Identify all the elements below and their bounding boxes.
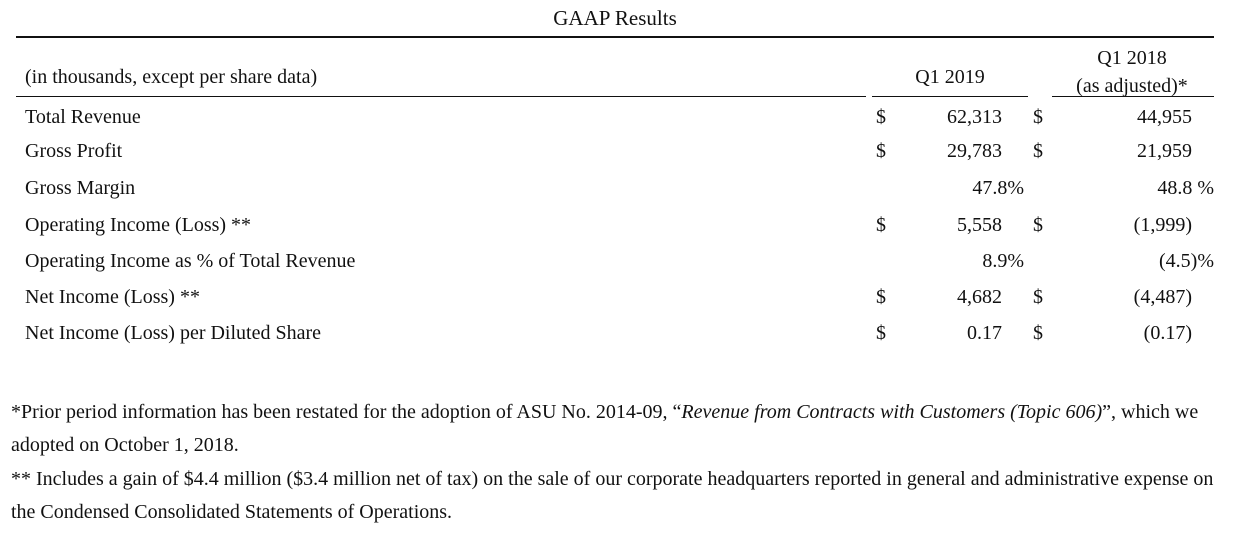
- table-row: [0, 214, 1244, 244]
- footnote-gain: ** Includes a gain of $4.4 million ($3.4 million net of tax) on the sale of our corporate headquarters reported in general and administrative expense on the Condensed Consolidated Statements of Operations.: [11, 468, 1214, 523]
- value-q1-2019: 0.17: [967, 322, 1002, 344]
- currency-symbol: $: [876, 214, 886, 236]
- header-q1-2018-line1: Q1 2018: [1097, 47, 1167, 69]
- row-label: Total Revenue: [25, 106, 141, 128]
- currency-symbol: $: [1033, 140, 1043, 162]
- value-q1-2019: 47.8%: [972, 177, 1024, 199]
- currency-symbol: $: [1033, 286, 1043, 308]
- row-label: Net Income (Loss) per Diluted Share: [25, 322, 322, 344]
- top-rule: [16, 36, 1214, 38]
- header-rule-q1-2019: [872, 96, 1028, 97]
- value-q1-2018: 48.8 %: [1157, 177, 1214, 199]
- header-rule-label: [16, 96, 866, 97]
- row-label: Operating Income (Loss) **: [25, 214, 252, 236]
- currency-symbol: $: [1033, 106, 1043, 128]
- value-q1-2018: (4.5)%: [1159, 250, 1214, 272]
- currency-symbol: $: [1033, 214, 1043, 236]
- table-row: [0, 106, 1244, 136]
- table-row: [0, 177, 1244, 207]
- table-row: [0, 140, 1244, 170]
- value-q1-2018: (0.17): [1143, 322, 1192, 344]
- footnote-restatement-title: Revenue from Contracts with Customers (Topic 606): [681, 401, 1103, 423]
- currency-symbol: $: [876, 286, 886, 308]
- header-q1-2018: [1052, 44, 1212, 100]
- currency-symbol: $: [876, 322, 886, 344]
- currency-symbol: $: [876, 140, 886, 162]
- value-q1-2019: 4,682: [957, 286, 1002, 308]
- row-label: Operating Income as % of Total Revenue: [25, 250, 356, 272]
- value-q1-2019: 5,558: [957, 214, 1002, 236]
- value-q1-2019: 8.9%: [982, 250, 1024, 272]
- value-q1-2018: 21,959: [1137, 140, 1192, 162]
- row-label: Gross Profit: [25, 140, 123, 162]
- table-title: GAAP Results: [553, 6, 677, 30]
- table-row: [0, 286, 1244, 316]
- header-q1-2019: Q1 2019: [915, 66, 985, 88]
- value-q1-2018: (4,487): [1133, 286, 1192, 308]
- row-label: Gross Margin: [25, 177, 136, 199]
- table-row: [0, 250, 1244, 280]
- value-q1-2019: 62,313: [947, 106, 1002, 128]
- header-q1-2018-line2: (as adjusted)*: [1076, 75, 1188, 97]
- footnote-restatement-tail: ”, which we adopted on October 1, 2018.: [11, 401, 1199, 456]
- value-q1-2019: 29,783: [947, 140, 1002, 162]
- value-q1-2018: (1,999): [1133, 214, 1192, 236]
- row-label: Net Income (Loss) **: [25, 286, 200, 308]
- header-label: (in thousands, except per share data): [25, 66, 318, 88]
- header-rule-q1-2018: [1052, 96, 1214, 97]
- footnote-restatement-text: *Prior period information has been restated for the adoption of ASU No. 2014-09, “: [11, 401, 682, 423]
- value-q1-2018: 44,955: [1137, 106, 1192, 128]
- currency-symbol: $: [876, 106, 886, 128]
- currency-symbol: $: [1033, 322, 1043, 344]
- table-row: [0, 322, 1244, 352]
- footnote-restatement: [11, 396, 1236, 462]
